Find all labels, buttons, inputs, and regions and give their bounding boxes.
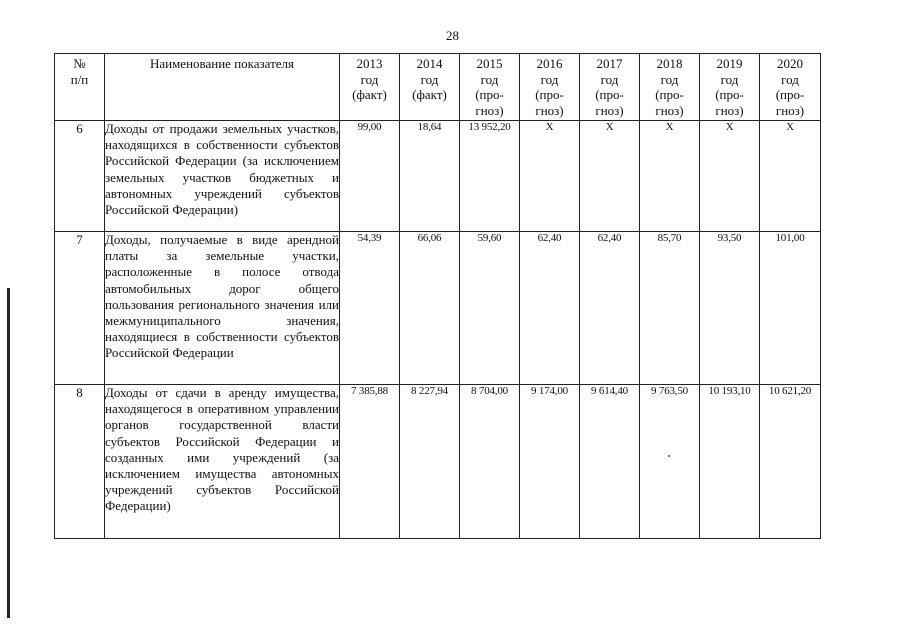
row-number: 6	[55, 121, 105, 232]
value-cell-2017: X	[580, 121, 640, 232]
value-cell-2015: 59,60	[460, 232, 520, 385]
header-cell-2014: 2014 год (факт)	[400, 54, 460, 121]
value-cell-2017: 9 614,40	[580, 385, 640, 539]
header-cell-2016: 2016 год (про- гноз)	[520, 54, 580, 121]
value-cell-2018: 85,70	[640, 232, 700, 385]
header-cell-2017: 2017 год (про- гноз)	[580, 54, 640, 121]
value-cell-2016: 9 174,00	[520, 385, 580, 539]
value-cell-2018: X	[640, 121, 700, 232]
value-cell-2018: 9 763,50	[640, 385, 700, 539]
header-cell-2019: 2019 год (про- гноз)	[700, 54, 760, 121]
value-cell-2015: 13 952,20	[460, 121, 520, 232]
indicators-table	[54, 53, 821, 539]
header-cell-2013: 2013 год (факт)	[340, 54, 400, 121]
value-cell-2017: 62,40	[580, 232, 640, 385]
table-row	[55, 232, 821, 385]
value-cell-2013: 54,39	[340, 232, 400, 385]
value-cell-2014: 66,06	[400, 232, 460, 385]
value-cell-2019: X	[700, 121, 760, 232]
value-cell-2019: 93,50	[700, 232, 760, 385]
table-row	[55, 385, 821, 539]
page-number: 28	[446, 28, 459, 43]
value-cell-2020: 10 621,20	[760, 385, 821, 539]
row-indicator-name: Доходы от сдачи в аренду имущества, находящегося в оперативном управлении органов государственной власти субъектов Российской Федерации и созданных ими учреждений (за исключением имущества автономных учреждений субъектов Российской Федерации)	[105, 385, 340, 539]
table-header-row	[55, 54, 821, 121]
value-cell-2013: 7 385,88	[340, 385, 400, 539]
table-row	[55, 121, 821, 232]
value-cell-2019: 10 193,10	[700, 385, 760, 539]
value-cell-2015: 8 704,00	[460, 385, 520, 539]
value-cell-2014: 18,64	[400, 121, 460, 232]
value-cell-2014: 8 227,94	[400, 385, 460, 539]
row-number: 7	[55, 232, 105, 385]
header-cell-number: № п/п	[55, 54, 105, 121]
header-cell-2018: 2018 год (про- гноз)	[640, 54, 700, 121]
value-cell-2016: X	[520, 121, 580, 232]
header-cell-2015: 2015 год (про- гноз)	[460, 54, 520, 121]
row-indicator-name: Доходы, получаемые в виде арендной платы за земельные участки, расположенные в полосе отвода автомобильных дорог общего пользования регионального значения или межмуниципального значения, находящиеся в собственности субъектов Российской Федерации	[105, 232, 340, 385]
value-cell-2016: 62,40	[520, 232, 580, 385]
value-cell-2020: X	[760, 121, 821, 232]
header-cell-2020: 2020 год (про- гноз)	[760, 54, 821, 121]
row-indicator-name: Доходы от продажи земельных участков, находящихся в собственности субъектов Российской Федерации (за исключением земельных участков бюджетных и автономных учреждений субъектов Российской Федерации)	[105, 121, 340, 232]
value-cell-2013: 99,00	[340, 121, 400, 232]
header-cell-indicator-name: Наименование показателя	[105, 54, 340, 121]
value-cell-2020: 101,00	[760, 232, 821, 385]
scan-edge-bar	[7, 288, 10, 618]
row-number: 8	[55, 385, 105, 539]
